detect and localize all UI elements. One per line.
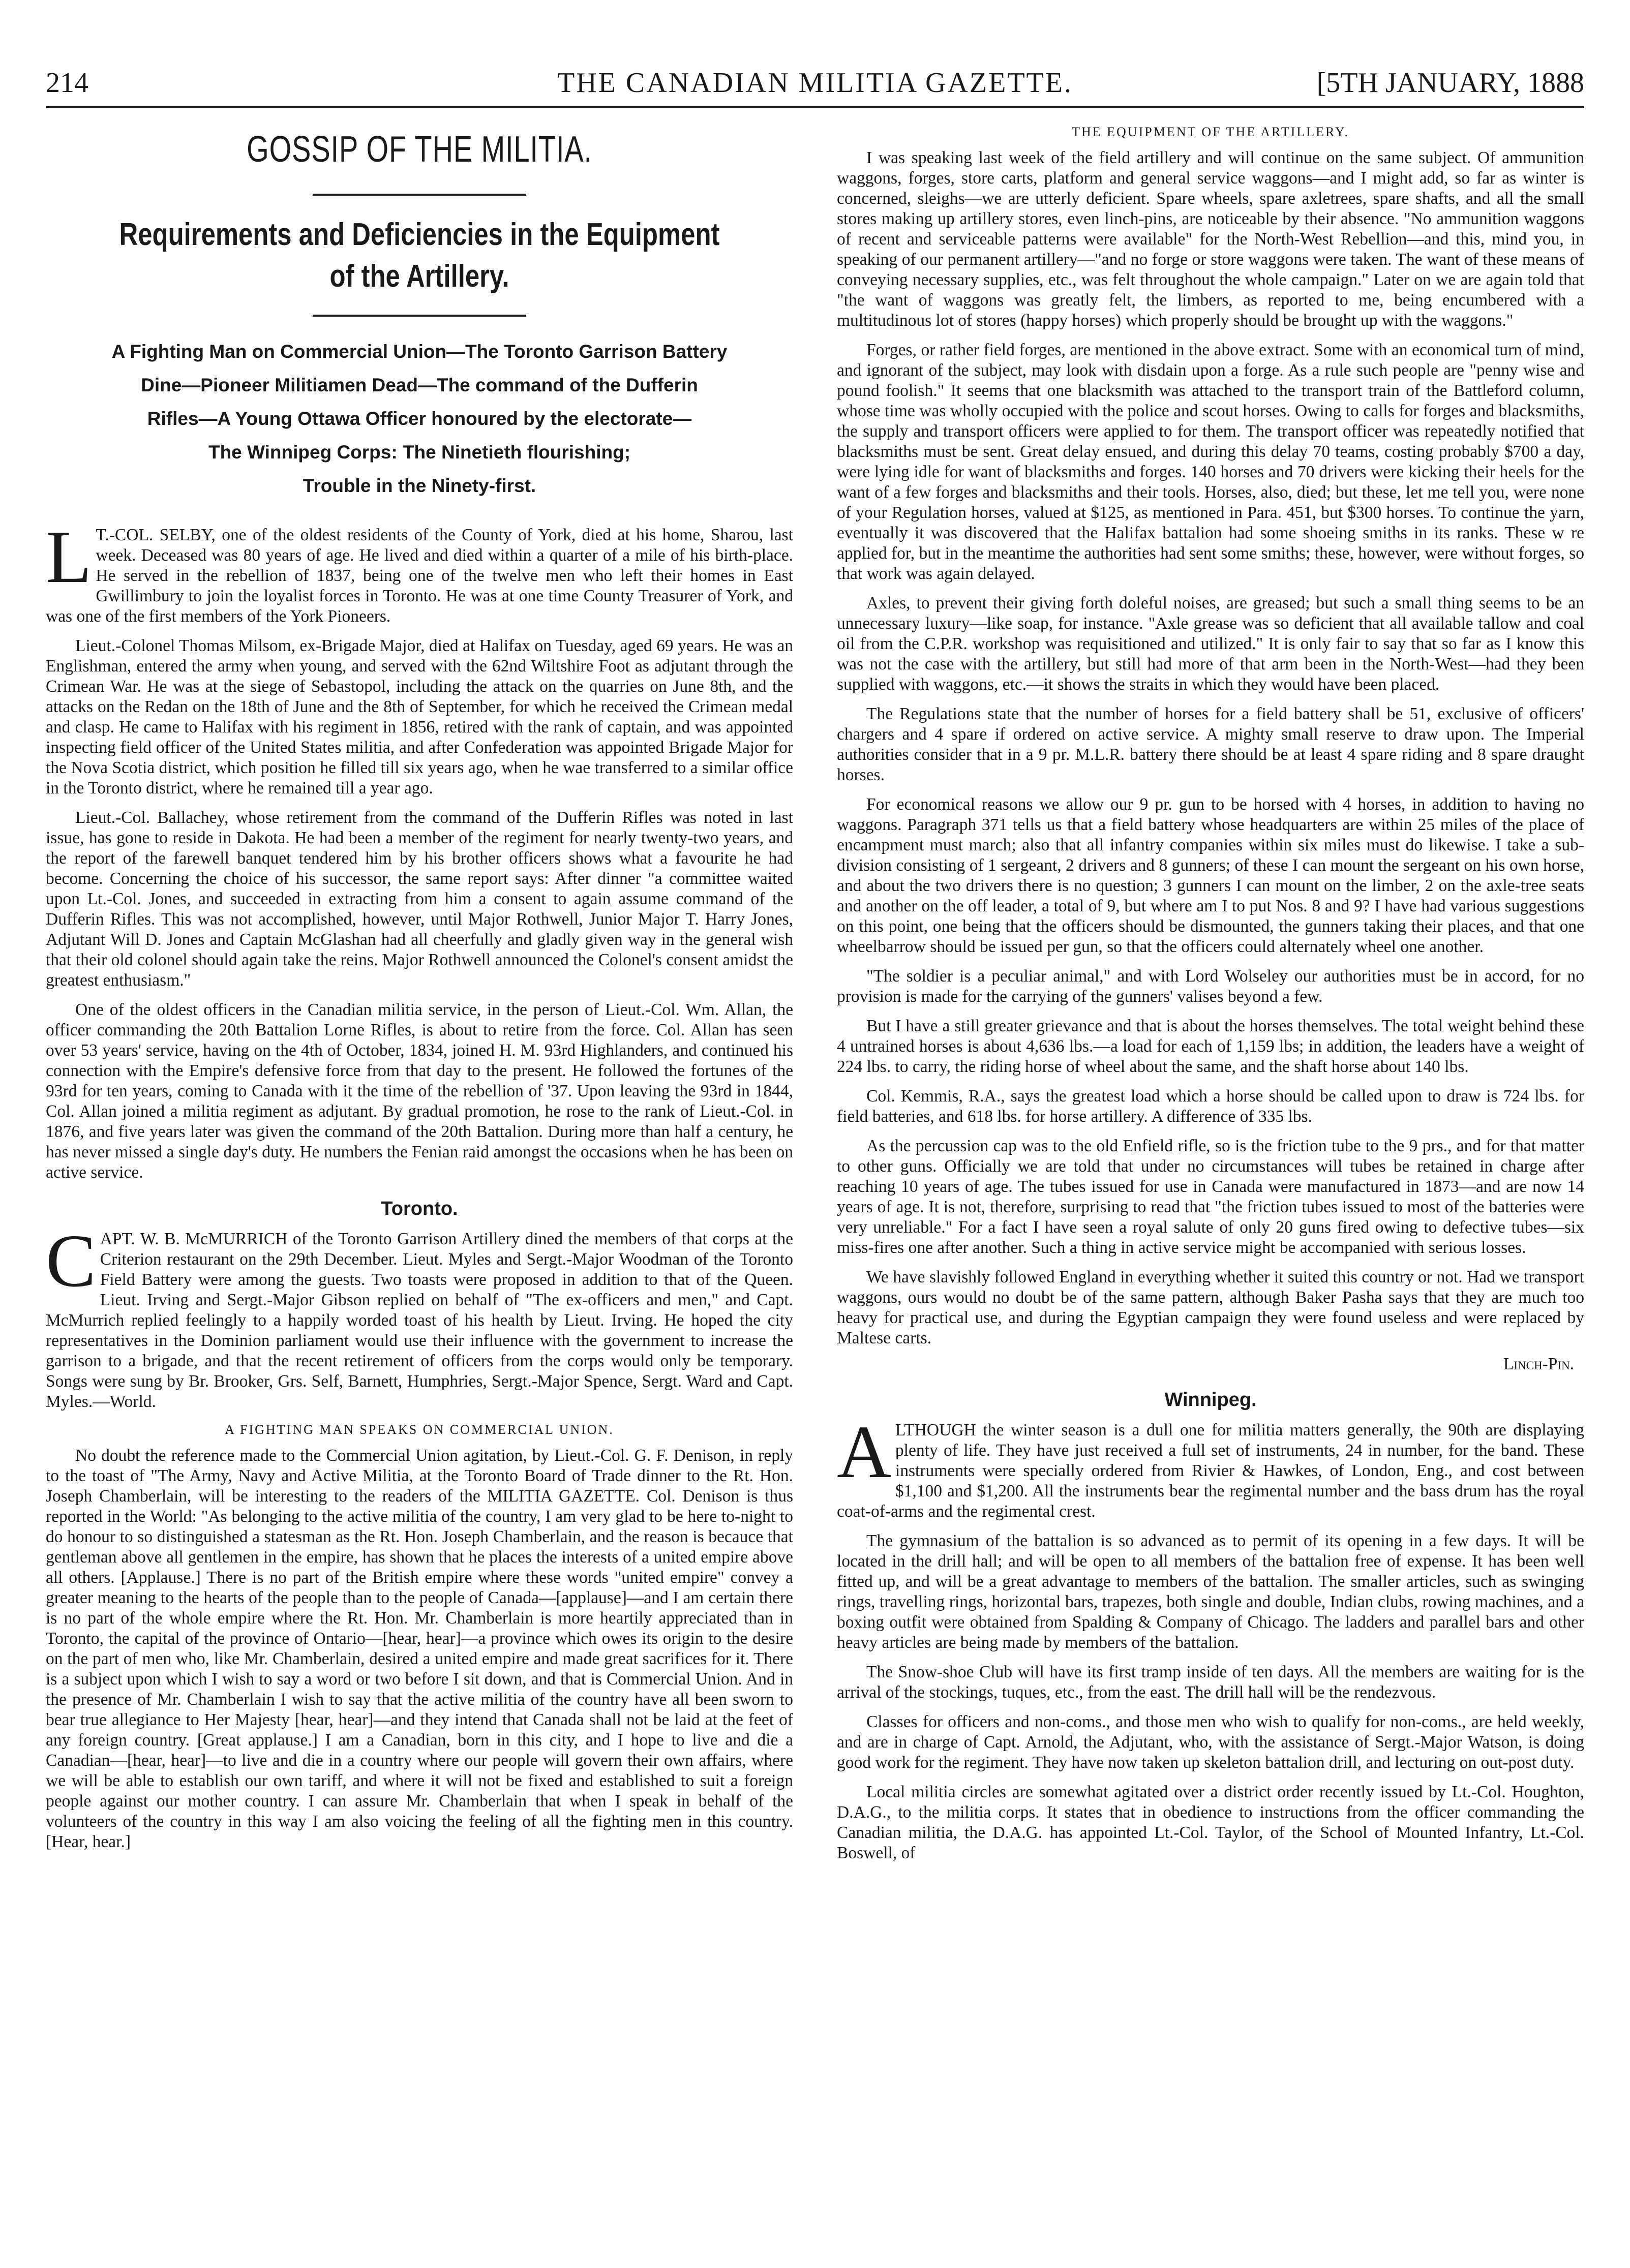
right-column (837, 114, 1584, 2249)
paragraph-winnipeg: Local militia circles are somewhat agitated over a district order recently issued by Lt.-Col. Houghton, D.A.G., to the militia corps. It states that in obedience to instructions from the officer commanding the Canadian militia, the D.A.G. has appointed Lt.-Col. Taylor, of the School of Mounted Infantry, Lt.-Col. Boswell, of (837, 1783, 1584, 1862)
subheading-line: Trouble in the Ninety-first. (303, 475, 536, 496)
paragraph-equipment: We have slavishly followed England in everything whether it suited this country or not. Had we transport waggons, ours would no doubt be of the same pattern, although Baker Pasha says that they are much too heavy for practical use, and during the Egyptian campaign they were found useless and were replaced by Maltese carts. (837, 1268, 1584, 1347)
paragraph-ballachey: Lieut.-Col. Ballachey, whose retirement from the command of the Dufferin Rifles was noted in last issue, has gone to reside in Dakota. He had been a member of the regiment for nearly twenty-two years, and the report of the farewell banquet tendered him by his brother officers shows what a favourite he had become. Concerning the choice of his successor, the same report says: After dinner "a committee waited upon Lt.-Col. Jones, and succeeded in extracting from him a consent to again assume command of the Dufferin Rifles. This was not accomplished, however, until Major Rothwell, Junior Major T. Harry Jones, Adjutant Will D. Jones and Captain McGlashan had all cheerfully and gladly given way in the general wish that their old colonel should again take the reins. Major Rothwell announced the Colonel's consent amidst the greatest enthusiasm." (46, 808, 793, 990)
paragraph-toronto (46, 1219, 793, 1412)
paragraph-winnipeg (837, 1411, 1584, 1522)
paragraph-winnipeg: The Snow-shoe Club will have its first tramp inside of ten days. All the members are waiting for is the arrival of the stockings, tuques, etc., from the east. The drill hall will be the rendezvous. (837, 1663, 1584, 1702)
subheading-line: A Fighting Man on Commercial Union—The Toronto Garrison Battery (111, 341, 728, 362)
left-column (46, 114, 793, 2249)
section-heading-commercial-union: A FIGHTING MAN SPEAKS ON COMMERCIAL UNION. (225, 1422, 614, 1437)
paragraph-text: T.-COL. SELBY, one of the oldest residents of the County of York, died at his home, Sharou, last week. Deceased was 80 years of age. He lived and died within a quarter of a mile of his birth-place. He served in the rebellion of 1837, being one of the twelve men who left their homes in East Gwillimbury to join the loyalist forces in Toronto. He was at one time County Treasurer of York, and was one of the first members of the York Pioneers. (46, 526, 793, 626)
paragraph-equipment: Col. Kemmis, R.A., says the greatest load which a horse should be called upon to draw is 724 lbs. for field batteries, and 618 lbs. for horse artillery. A difference of 335 lbs. (837, 1087, 1584, 1126)
subheading-line: The Winnipeg Corps: The Ninetieth flourishing; (208, 442, 631, 463)
section-title: GOSSIP OF THE MILITIA. (247, 129, 592, 170)
page-header (46, 60, 1584, 108)
article-columns (46, 114, 1584, 2249)
paragraph-winnipeg: Classes for officers and non-coms., and those men who wish to qualify for non-coms., are held weekly, and are in charge of Capt. Arnold, the Adjutant, who, with the assistance of Sergt.-Major Watson, is doing good work for the regiment. They have now taken up skeleton battalion drill, and lecturing on out-post duty. (837, 1712, 1584, 1772)
paragraph-equipment: I was speaking last week of the field artillery and will continue on the same subject. Of ammunition waggons, forges, store carts, platform and general service waggons—and I might add, so far as winter is concerned, sleighs—we are utterly deficient. Spare wheels, spare axletrees, spare shafts, and all the small stores making up artillery stores, even linch-pins, are noticeable by their absence. "No ammunition waggons of recent and serviceable patterns were available" for the North-West Rebellion—and this, mind you, in speaking of our permanent artillery—"and no forge or store waggons were taken. The want of these means of conveying necessary supplies, etc., was felt throughout the whole campaign." Later on we are again told that "the want of waggons was greatly felt, the limbers, as reported to me, being encumbered with a multitudinous lot of stores (happy horses) which properly should be brought up with the waggons." (837, 148, 1584, 330)
drop-cap: A (837, 1411, 891, 1494)
paragraph-winnipeg: The gymnasium of the battalion is so advanced as to permit of its opening in a few days. It will be located in the drill hall; and will be open to all members of the battalion free of expense. It has been well fitted up, and will be a great advantage to members of the battalion. The smaller articles, such as swinging rings, travelling rings, horizontal bars, trapezes, both single and double, Indian clubs, rowing machines, and a boxing outfit were obtained from Spalding & Company of Chicago. The ladders and parallel bars and other heavy articles are being made by members of the battalion. (837, 1531, 1584, 1652)
paragraph-milsom: Lieut.-Colonel Thomas Milsom, ex-Brigade Major, died at Halifax on Tuesday, aged 69 years. He was an Englishman, entered the army when young, and served with the 62nd Wiltshire Foot as adjutant through the Crimean War. He was at the siege of Sebastopol, including the attack on the quarries on June 8th, and the attacks on the Redan on the 18th of June and the 8th of September, for which he received the Crimean medal and clasp. He came to Halifax with his regiment in 1856, retired with the rank of captain, and was appointed inspecting field officer of the United States militia, and after Confederation was appointed Brigade Major for the Nova Scotia district, which position he filled till six years ago, when he wae transferred to a similar office in the Toronto district, where he remained till a year ago. (46, 636, 793, 798)
main-headline: Requirements and Deficiencies in the Equipment of the Artillery. (119, 217, 720, 294)
subheading-line: Dine—Pioneer Militiamen Dead—The command of the Dufferin (141, 375, 698, 395)
drop-cap: C (46, 1219, 96, 1303)
page-number: 214 (46, 67, 88, 99)
divider-rule (313, 194, 526, 196)
paragraph-equipment: The Regulations state that the number of horses for a field battery shall be 51, exclusive of officers' chargers and 4 spare if ordered on active service. A mighty small reserve to draw upon. The Imperial authorities consider that in a 9 pr. M.L.R. battery there should be at least 4 spare riding and 8 spare draught horses. (837, 704, 1584, 784)
subheading-line: Rifles—A Young Ottawa Officer honoured by the electorate— (147, 408, 692, 429)
subheadings (46, 335, 793, 503)
section-heading-toronto: Toronto. (381, 1198, 458, 1219)
divider-rule (313, 315, 526, 317)
paragraph-commercial-union: No doubt the reference made to the Commercial Union agitation, by Lieut.-Col. G. F. Denison, in reply to the toast of "The Army, Navy and Active Militia, at the Toronto Board of Trade dinner to the Rt. Hon. Joseph Chamberlain, will be interesting to the readers of the MILITIA GAZETTE. Col. Denison is thus reported in the World: "As belonging to the active militia of the country, I am very glad to be here to-night to do honour to so distinguished a statesman as the Rt. Hon. Joseph Chamberlain, and the reason is becauce that gentleman above all gentlemen in the empire, has shown that he places the interests of a united empire above all others. [Applause.] There is no part of the British empire where these words "united empire" convey a greater meaning to the hearts of the people than to the people of Canada—[applause]—and I am certain there is no part of the whole empire where the Rt. Hon. Mr. Chamberlain is more heartily appreciated than in Toronto, the capital of the province of Ontario—[hear, hear]—a province which owes its origin to the desire on the part of men who, like Mr. Chamberlain, desired a united empire and made great sacrifices for it. There is a subject upon which I wish to say a word or two before I sit down, and that is Commercial Union. And in the presence of Mr. Chamberlain I wish to say that the active militia of the country have all been sworn to bear true allegiance to Her Majesty [hear, hear]—and they intend that Canada shall not be laid at the feet of any foreign country. [Great applause.] I am a Canadian, born in this city, and I hope to live and die a Canadian—[hear, hear]—to live and die in a country where our people will govern their own affairs, where we will be able to establish our own tariff, and where it will not be fixed and established to suit a foreign people against our mother country. I can assure Mr. Chamberlain that when I speak in behalf of the volunteers of the country in this way I am also voicing the feeling of all the fighting men in this country. [Hear, hear.] (46, 1446, 793, 1851)
paragraph-text: LTHOUGH the winter season is a dull one for militia matters generally, the 90th are displaying plenty of life. They have just received a full set of instruments, 24 in number, for the band. These instruments were specially ordered from Rivier & Hawkes, of London, Eng., and cost between $1,100 and $1,200. All the instruments bear the regimental number and the bass drum has the royal coat-of-arms and the regimental crest. (837, 1421, 1584, 1521)
masthead: THE CANADIAN MILITIA GAZETTE. (557, 67, 1073, 99)
paragraph-selby (46, 515, 793, 627)
section-heading-equipment: THE EQUIPMENT OF THE ARTILLERY. (1072, 125, 1349, 139)
paragraph-equipment: Axles, to prevent their giving forth doleful noises, are greased; but such a small thing seems to be an unnecessary luxury—like soap, for instance. "Axle grease was so deficient that all available tallow and coal oil from the C.P.R. workshop was requisitioned and utilized." It is only fair to say that so far as I know this was not the case with the artillery, but still had more of that arm been in the North-West—had they been supplied with waggons, etc.—it shows the straits in which they would have been placed. (837, 594, 1584, 694)
issue-date: [5TH JANUARY, 1888 (1316, 67, 1584, 99)
paragraph-text: APT. W. B. McMURRICH of the Toronto Garrison Artillery dined the members of that corps at the Criterion restaurant on the 29th December. Lieut. Myles and Sergt.-Major Woodman of the Toronto Field Battery were among the guests. Two toasts were proposed in addition to that of the Queen. Lieut. Irving and Sergt.-Major Gibson replied on behalf of "The ex-officers and men," and Capt. McMurrich replied feelingly to a happily worded toast of his health by Lieut. Irving. He hoped the city representatives in the Dominion parliament would use their influence with the government to increase the garrison to a brigade, and that the recent retirement of officers from the corps would only be temporary. Songs were sung by Br. Brooker, Grs. Self, Barnett, Humphries, Sergt.-Major Spence, Sergt. Ward and Capt. Myles.—World. (46, 1230, 793, 1411)
paragraph-equipment: For economical reasons we allow our 9 pr. gun to be horsed with 4 horses, in addition to having no waggons. Paragraph 371 tells us that a field battery whose headquarters are within 25 miles of the place of encampment must march; also that all infantry companies within six miles must do likewise. I take a sub-division consisting of 1 sergeant, 2 drivers and 8 gunners; of these I can mount the sergeant on his own horse, and about the two drivers there is no question; 3 gunners I can mount on the limber, 2 on the axle-tree seats and another on the off leader, a total of 9, but where am I to put Nos. 8 and 9? I have had various suggestions on this point, one being that the officers should be dismounted, the gunners taking their places, and that one wheelbarrow should be issued per gun, so that the officers could alternately wheel one another. (837, 795, 1584, 956)
paragraph-allan: One of the oldest officers in the Canadian militia service, in the person of Lieut.-Col. Wm. Allan, the officer commanding the 20th Battalion Lorne Rifles, is about to retire from the force. Col. Allan has seen over 53 years' service, having on the 4th of October, 1834, joined H. M. 93rd Highlanders, and continued his connection with the Empire's defensive force from that day to the present. He followed the fortunes of the 93rd for ten years, coming to Canada with it the time of the rebellion of '37. Upon leaving the 93rd in 1844, Col. Allan joined a militia regiment as adjutant. By gradual promotion, he rose to the rank of Lieut.-Col. in 1876, and five years later was given the command of the 20th Battalion. During more than half a century, he has never missed a single day's duty. He numbers the Fenian raid amongst the occasions when he has been on active service. (46, 1000, 793, 1182)
paragraph-equipment: But I have a still greater grievance and that is about the horses themselves. The total weight behind these 4 untrained horses is about 4,636 lbs.—a load for each of 1,159 lbs; in addition, the leaders have a weight of 224 lbs. to carry, the riding horse of wheel about the same, and the shaft horse about 140 lbs. (837, 1017, 1584, 1076)
author-signature: Linch-Pin. (1503, 1355, 1574, 1373)
paragraph-equipment: As the percussion cap was to the old Enfield rifle, so is the friction tube to the 9 prs., and for that matter to other guns. Officially we are told that under no circumstances will tubes be retained in charge after reaching 10 years of age. The tubes issued for use in Canada were manufactured in 1873—and are now 14 years of age. It is not, therefore, surprising to read that "the friction tubes issued to most of the batteries were very unreliable." For a fact I have seen a royal salute of only 20 guns fired owing to defective tubes—six miss-fires one after another. Such a thing in active service might be accompanied with serious losses. (837, 1137, 1584, 1257)
section-heading-winnipeg: Winnipeg. (1164, 1389, 1257, 1411)
drop-cap: L (46, 515, 92, 599)
paragraph-equipment: Forges, or rather field forges, are mentioned in the above extract. Some with an economical turn of mind, and ignorant of the subject, may look with disdain upon a forge. As a rule such people are "penny wise and pound foolish." It seems that one blacksmith was attached to the transport train of the Battleford column, whose time was wholly occupied with the police and scout horses. Owing to calls for forges and blacksmiths, the supply and transport officers were applied to for them. The transport officer was repeatedly notified that blacksmiths must be sent. Great delay ensued, and during this delay 70 teams, costing probably $700 a day, were lying idle for want of blacksmiths and forges. 140 horses and 70 drivers were kicking their heels for the want of a few forges and blacksmiths and their tools. Horses, also, died; but these, let me tell you, were none of your Regulation horses, valued at $125, as mentioned in Para. 451, but $300 horses. To continue the yarn, eventually it was discovered that the Halifax battalion had some shoeing smiths in its ranks. These w re applied for, but in the meantime the authorities had sent some smiths; these, however, were without forges, so that work was again delayed. (837, 341, 1584, 583)
paragraph-equipment: "The soldier is a peculiar animal," and with Lord Wolseley our authorities must be in accord, for no provision is made for the carrying of the gunners' valises beyond a few. (837, 967, 1584, 1006)
